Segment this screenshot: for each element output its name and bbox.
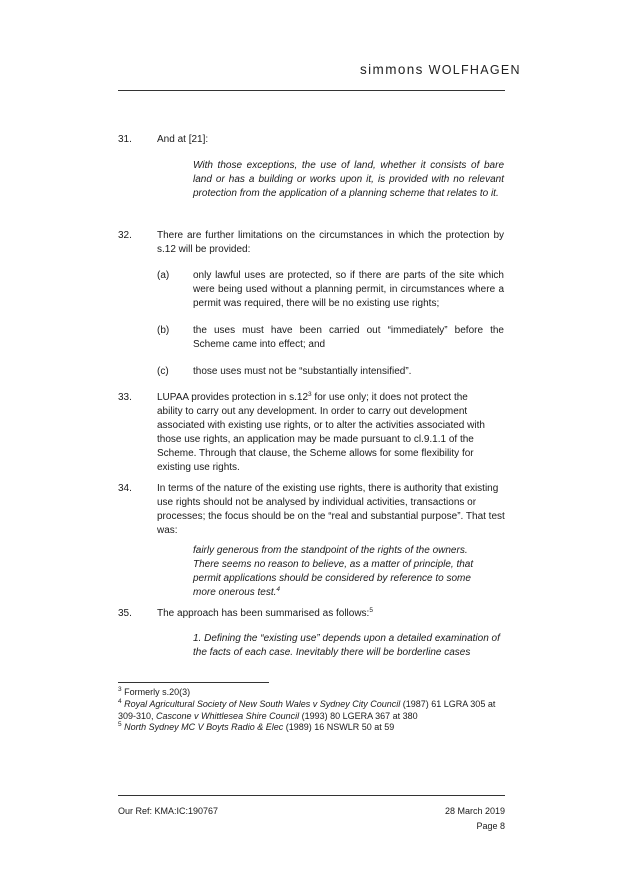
footnote-4-cite-2: (1993) 80 LGERA 367 at 380: [299, 710, 418, 721]
para-32-item-c-text: those uses must not be “substantially intensified”.: [193, 366, 412, 377]
para-31-number: 31.: [118, 134, 132, 145]
footnote-ref-5: 5: [369, 607, 373, 614]
para-35-text: [157, 607, 373, 621]
footnote-3-text: Formerly s.20(3): [124, 687, 191, 697]
footnote-4-cite-1: (1987) 61 LGRA 305 at 309-310,: [118, 699, 496, 721]
para-31-quote: With those exceptions, the use of land, whether it consists of bare land or has a building or works upon it, is provided with no relevant protection from the application of a planning scheme that relates to it.: [193, 160, 504, 199]
footnote-ref-4: 4: [276, 586, 280, 593]
para-34-text: In terms of the nature of the existing use rights, there is authority that existing use rights should not be analysed by individual activities, transactions or processes; the focus should be on the “real and substantial purpose”. That test was:: [157, 483, 505, 536]
footnote-5-case: North Sydney MC V Boyts Radio & Elec: [124, 722, 284, 732]
para-34-number: 34.: [118, 483, 132, 494]
header-rule: [118, 90, 505, 91]
footnote-4-case-1: Royal Agricultural Society of New South Wales v Sydney City Council: [124, 699, 401, 709]
footnote-5: [118, 722, 508, 734]
para-35-quote: 1. Defining the “existing use” depends upon a detailed examination of the facts of each case. Inevitably there will be borderline cases: [193, 633, 500, 658]
logo-word-simmons: simmons: [360, 62, 424, 77]
para-35-text-main: The approach has been summarised as follows:: [157, 608, 370, 619]
para-33-number: 33.: [118, 392, 132, 403]
firm-logo: [360, 62, 521, 77]
para-34-quote: [193, 544, 493, 600]
footnote-rule: [118, 682, 269, 683]
footnote-4: [118, 699, 508, 722]
page-number: Page 8: [476, 821, 505, 831]
para-32-number: 32.: [118, 230, 132, 241]
footer-rule: [118, 795, 505, 796]
footnote-5-cite: (1989) 16 NSWLR 50 at 59: [283, 722, 395, 732]
para-32-item-c-label: (c): [157, 366, 169, 377]
para-32-item-b-text: the uses must have been carried out “immediately” before the Scheme came into effect; and: [193, 325, 504, 350]
footnote-3: [118, 687, 508, 699]
para-31-text: And at [21]:: [157, 134, 209, 145]
footnote-4-number: 4: [118, 698, 122, 705]
para-32-text: There are further limitations on the circumstances in which the protection by s.12 will be provided:: [157, 230, 504, 255]
logo-word-wolfhagen: WOLFHAGEN: [428, 63, 521, 77]
para-32-item-b-label: (b): [157, 325, 170, 336]
footer-date: 28 March 2019: [444, 806, 505, 816]
para-34-quote-text: fairly generous from the standpoint of the rights of the owners. There seems no reason to believe, as a matter of principle, that permit applications should be considered by reference to some more onerous test.: [193, 545, 474, 598]
para-32-item-a-text: only lawful uses are protected, so if there are parts of the site which were being used without a planning permit, in circumstances where a permit was required, there will be no existing use rights;: [193, 270, 504, 309]
para-32-item-a-label: (a): [157, 270, 170, 281]
footnote-4-case-2: Cascone v Whittlesea Shire Council: [156, 710, 300, 721]
para-33-text: [157, 391, 495, 475]
footer-reference: Our Ref: KMA:IC:190767: [118, 806, 219, 816]
footnote-3-number: 3: [118, 686, 122, 693]
para-35-number: 35.: [118, 608, 132, 619]
footnote-ref-3: 3: [308, 391, 312, 398]
footnote-5-number: 5: [118, 721, 122, 728]
para-33-text-a: LUPAA provides protection in s.12: [157, 392, 309, 403]
para-33-text-b: for use only; it does not protect the ability to carry out any development. In order to carry out development associated with existing use rights, or to alter the activities associated with those use rights, an application may be made pursuant to cl.9.1.1 of the Scheme. Through that clause, the Scheme allows for some flexibility for existing use rights.: [157, 392, 485, 473]
